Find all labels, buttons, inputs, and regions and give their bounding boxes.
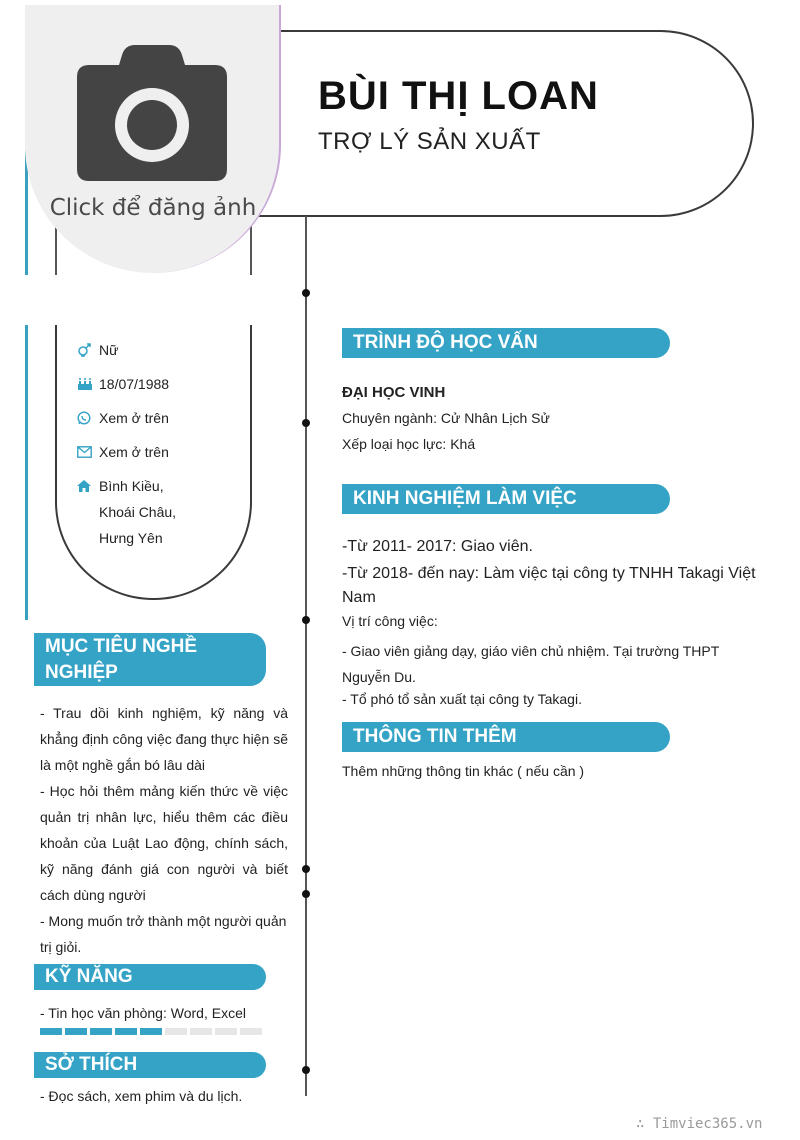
- objective-header: [34, 633, 266, 686]
- experience-duty: - Tổ phó tổ sản xuất tại công ty Takagi.: [342, 691, 582, 707]
- objective-title-line2: NGHIỆP: [45, 661, 118, 683]
- contact-address: [77, 478, 176, 551]
- skills-header: [34, 964, 266, 990]
- whatsapp-icon: [77, 410, 97, 426]
- contact-birthday: [77, 376, 169, 397]
- contact-box: [55, 325, 252, 600]
- contact-phone: [77, 410, 169, 431]
- skill-segment-filled: [140, 1028, 162, 1035]
- objective-text: [40, 700, 288, 960]
- skill-segment-filled: [40, 1028, 62, 1035]
- skills-title: KỸ NĂNG: [45, 966, 133, 987]
- envelope-icon: [77, 444, 97, 460]
- photo-upload[interactable]: [25, 5, 281, 273]
- timeline-dot: [302, 1066, 310, 1074]
- education-title: TRÌNH ĐỘ HỌC VẤN: [353, 332, 538, 353]
- contact-gender: [77, 342, 118, 363]
- hobbies-header: [34, 1052, 266, 1078]
- timeline-dot: [302, 419, 310, 427]
- timeline-line: [305, 216, 307, 1096]
- timeline-dot: [302, 616, 310, 624]
- birthday-value: 18/07/1988: [99, 376, 170, 392]
- home-icon: [77, 478, 97, 494]
- education-header: [342, 328, 670, 358]
- skill-segment-empty: [165, 1028, 187, 1035]
- education-school: ĐẠI HỌC VINH: [342, 384, 446, 401]
- objective-paragraph: - Học hỏi thêm mảng kiến thức về việc quản trị nhân lực, hiểu thêm các điều khoản của Luật Lao động, chính sách, kỹ năng đánh giá con người và biết cách dùng người: [40, 783, 288, 903]
- phone-value: Xem ở trên: [99, 410, 169, 426]
- experience-title: KINH NGHIỆM LÀM VIỆC: [353, 488, 577, 509]
- skill-segment-filled: [65, 1028, 87, 1035]
- gender-value: Nữ: [99, 342, 119, 358]
- email-value: Xem ở trên: [99, 444, 169, 460]
- left-accent-line-bottom: [25, 325, 28, 620]
- header-pill: [240, 30, 754, 217]
- education-grade: Xếp loại học lực: Khá: [342, 436, 476, 452]
- address-line: Bình Kiều,: [99, 478, 164, 494]
- hobbies-title: SỞ THÍCH: [45, 1054, 138, 1075]
- watermark: ∴ Timviec365.vn: [636, 1116, 763, 1132]
- candidate-job-title: TRỢ LÝ SẢN XUẤT: [318, 128, 541, 155]
- experience-duty: - Giao viên giảng dạy, giáo viên chủ nhiệm. Tại trường THPT Nguyễn Du.: [342, 643, 720, 685]
- camera-icon: [77, 43, 227, 183]
- skill-segment-empty: [215, 1028, 237, 1035]
- extra-info-title: THÔNG TIN THÊM: [353, 726, 517, 747]
- contact-email: [77, 444, 169, 465]
- hobbies-text: - Đọc sách, xem phim và du lịch.: [40, 1088, 243, 1104]
- photo-caption: Click để đăng ảnh: [49, 195, 257, 221]
- skill-segment-empty: [190, 1028, 212, 1035]
- birthday-cake-icon: [77, 376, 97, 392]
- address-line: Khoái Châu,: [99, 504, 177, 520]
- candidate-name: BÙI THỊ LOAN: [318, 74, 599, 118]
- timeline-dot: [302, 865, 310, 873]
- experience-header: [342, 484, 670, 514]
- experience-line: -Từ 2018- đến nay: Làm việc tại công ty TNHH Takagi Việt Nam: [342, 565, 756, 606]
- education-major: Chuyên ngành: Cử Nhân Lịch Sử: [342, 410, 550, 426]
- objective-paragraph: - Trau dồi kinh nghiệm, kỹ năng và khẳng định công việc đang thực hiện sẽ là một nghề gắn bó lâu dài: [40, 705, 288, 773]
- skill-level-bar: [40, 1028, 265, 1035]
- experience-position-label: Vị trí công việc:: [342, 613, 438, 629]
- skill-segment-filled: [90, 1028, 112, 1035]
- experience-line: -Từ 2011- 2017: Giao viên.: [342, 538, 533, 555]
- extra-info-text: Thêm những thông tin khác ( nếu cần ): [342, 763, 585, 779]
- extra-info-header: [342, 722, 670, 752]
- skill-name: - Tin học văn phòng: Word, Excel: [40, 1005, 246, 1021]
- address-value: [99, 473, 176, 551]
- objective-paragraph: - Mong muốn trở thành một người quản trị giỏi.: [40, 913, 287, 955]
- objective-title-line1: MỤC TIÊU NGHỀ: [45, 635, 197, 657]
- timeline-dot: [302, 890, 310, 898]
- timeline-dot: [302, 289, 310, 297]
- address-line: Hưng Yên: [99, 530, 163, 546]
- skill-segment-filled: [115, 1028, 137, 1035]
- skill-segment-empty: [240, 1028, 262, 1035]
- gender-icon: [77, 342, 97, 358]
